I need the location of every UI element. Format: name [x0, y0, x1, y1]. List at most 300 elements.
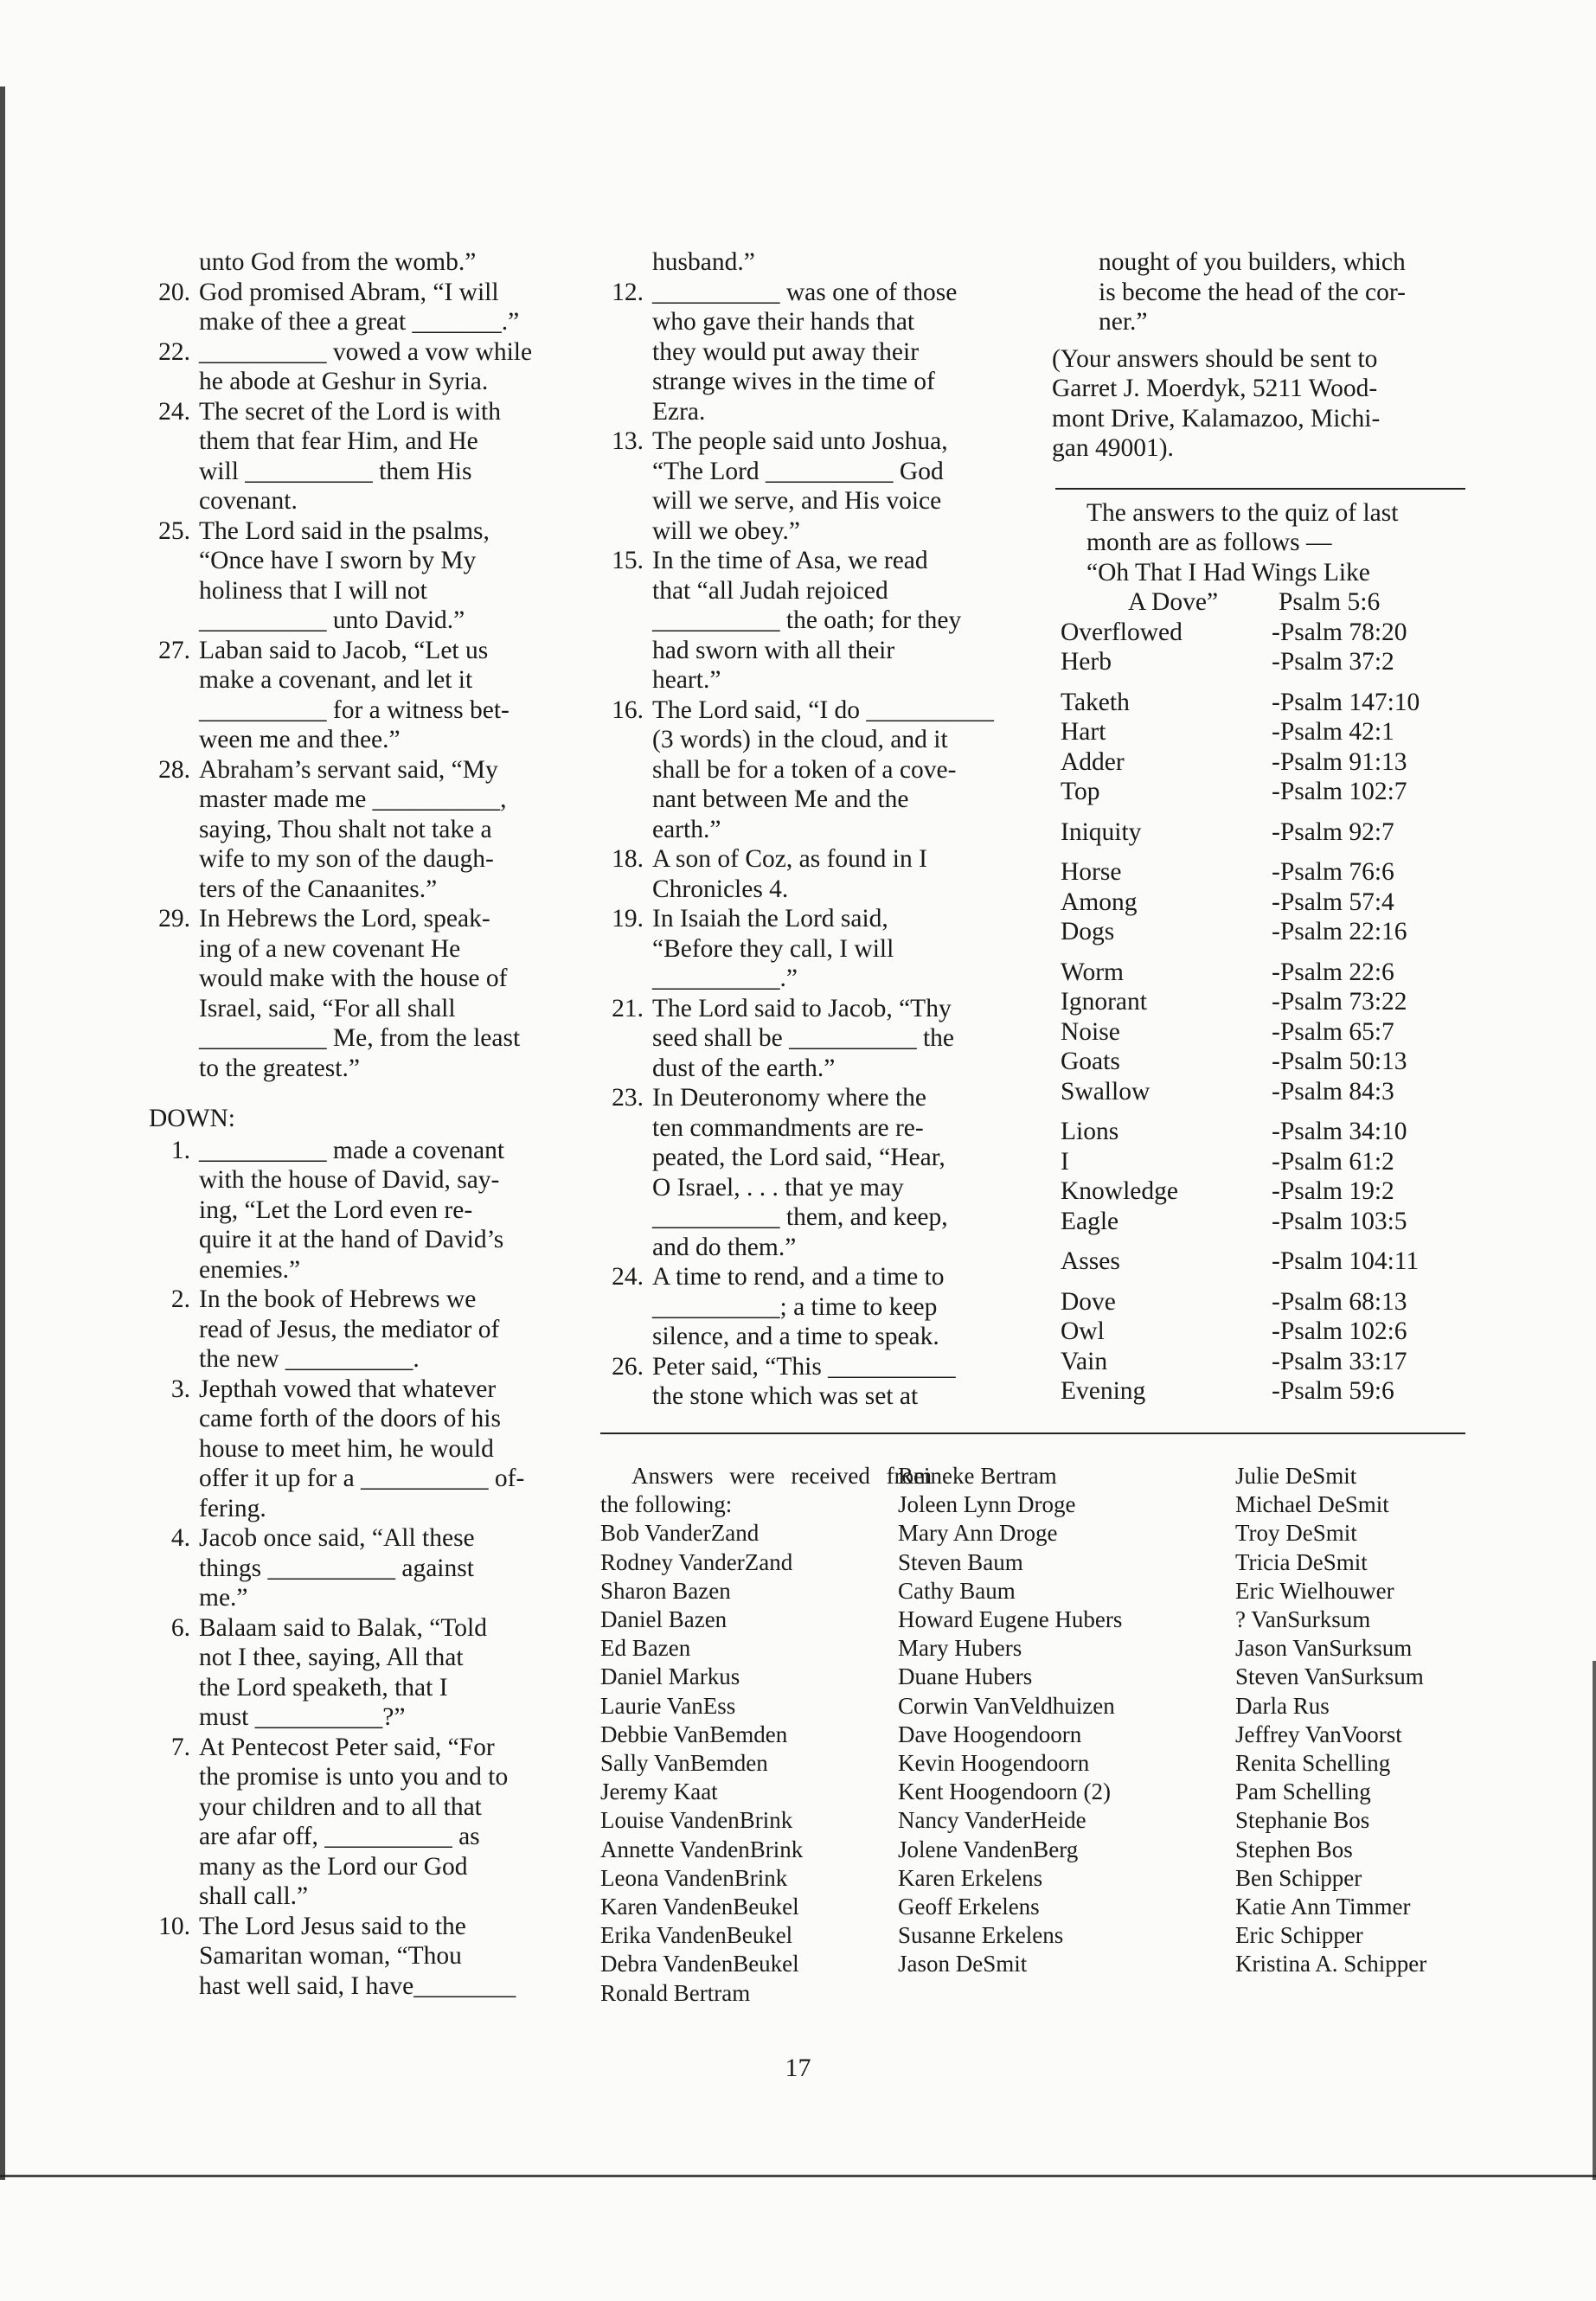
respondent-name: Stephanie Bos	[1235, 1807, 1370, 1834]
clue-number: 1.	[170, 1136, 190, 1164]
answer-row	[1052, 688, 1467, 718]
scan-edge	[0, 2175, 1596, 2177]
respondent-name: Leona VandenBrink	[600, 1864, 788, 1891]
clue-item	[149, 1613, 559, 1733]
respondent-name: Eric Schipper	[1235, 1922, 1363, 1949]
answer-word: Iniquity	[1061, 817, 1142, 846]
names-column-2	[898, 1462, 1209, 1979]
clue-line: __________ made a covenant	[199, 1136, 505, 1164]
answer-row	[1052, 917, 1467, 947]
answer-row	[1052, 1287, 1467, 1317]
clue-line: ing of a new covenant He	[199, 934, 461, 963]
answer-word: Dogs	[1061, 918, 1115, 945]
names-column-1	[600, 1462, 933, 2008]
answer-row	[1052, 817, 1467, 848]
clue-line: saying, Thou shalt not take a	[199, 815, 492, 843]
clue-item	[602, 1083, 1005, 1262]
clue-number: 26.	[612, 1352, 644, 1381]
answer-ref: -Psalm 73:22	[1272, 988, 1407, 1016]
continued-line: unto God from the womb.”	[199, 248, 477, 276]
answer-row	[1052, 1147, 1467, 1177]
clue-line: make a covenant, and let it	[199, 666, 473, 694]
clue-text	[652, 844, 1005, 904]
clue-line: master made me __________,	[199, 785, 507, 813]
clue-line: house to meet him, he would	[199, 1434, 494, 1463]
respondent-name: Renita Schelling	[1235, 1750, 1391, 1777]
clue-line: enemies.”	[199, 1255, 301, 1284]
respondent-name: Rodney VanderZand	[600, 1548, 793, 1575]
respondent-name: Kent Hoogendoorn (2)	[898, 1779, 1111, 1805]
clue-text	[199, 1523, 559, 1613]
clue-line: he abode at Geshur in Syria.	[199, 368, 489, 395]
clue-line: The Lord Jesus said to the	[199, 1912, 466, 1940]
clue-text	[199, 1613, 559, 1733]
clue-item	[149, 1285, 559, 1375]
answer-word: Asses	[1061, 1247, 1120, 1275]
clue-item	[602, 426, 1005, 546]
clue-item	[149, 904, 559, 1083]
answer-list	[1052, 618, 1467, 1407]
respondent-name: Debra VandenBeukel	[600, 1951, 799, 1977]
answer-row	[1052, 1347, 1467, 1377]
clue-number: 23.	[612, 1084, 644, 1112]
clue-line: will we obey.”	[652, 516, 800, 545]
text-line: month are as follows —	[1086, 529, 1332, 556]
clue-line: “Before they call, I will	[652, 934, 894, 963]
clue-line: hast well said, I have________	[199, 1971, 516, 2000]
clue-line: the stone which was set at	[652, 1382, 919, 1410]
respondent-name: Ed Bazen	[600, 1635, 691, 1662]
puzzle-column-3	[1052, 247, 1467, 1407]
clue-number: 28.	[158, 755, 190, 784]
clue-number: 27.	[158, 636, 190, 664]
answer-word: Overflowed	[1061, 618, 1183, 646]
respondent-name: Mary Ann Droge	[898, 1520, 1058, 1547]
respondent-name: Geoff Erkelens	[898, 1894, 1040, 1920]
answer-ref: -Psalm 92:7	[1272, 817, 1394, 846]
clue-line: quire it at the hand of David’s	[199, 1226, 504, 1253]
respondent-name: Pam Schelling	[1235, 1779, 1371, 1805]
continued-clue	[1052, 247, 1467, 337]
answer-ref: -Psalm 76:6	[1272, 858, 1394, 886]
text-line: Garret J. Moerdyk, 5211 Wood-	[1052, 375, 1378, 402]
clue-line: many as the Lord our God	[199, 1852, 468, 1881]
clue-line: (3 words) in the cloud, and it	[652, 726, 948, 753]
answers-received-heading: Answers were received from	[631, 1463, 933, 1489]
clue-number: 18.	[612, 845, 644, 873]
clue-line: Samaritan woman, “Thou	[199, 1942, 462, 1970]
clue-line: ters of the Canaanites.”	[199, 875, 438, 903]
answer-row	[1052, 618, 1467, 648]
respondent-name: Eric Wielhouwer	[1235, 1577, 1394, 1604]
continued-line: husband.”	[652, 248, 755, 276]
clue-line: The Lord said in the psalms,	[199, 516, 490, 545]
scan-edge	[1593, 1661, 1596, 2180]
respondent-name: Reineke Bertram	[898, 1463, 1057, 1489]
clue-line: __________ for a witness bet-	[199, 695, 510, 724]
clue-line: came forth of the doors of his	[199, 1405, 501, 1433]
clue-line: your children and to all that	[199, 1792, 482, 1821]
clue-text	[652, 1083, 1005, 1262]
respondent-name: Ronald Bertram	[600, 1979, 751, 2006]
clue-line: the promise is unto you and to	[199, 1763, 509, 1791]
clue-line: The secret of the Lord is with	[199, 397, 501, 426]
clue-number: 15.	[612, 547, 644, 574]
quiz-title: “Oh That I Had Wings Like	[1086, 558, 1370, 586]
answer-word: Hart	[1061, 718, 1106, 746]
respondent-name: Duane Hubers	[898, 1663, 1033, 1690]
clue-line: Abraham’s servant said, “My	[199, 755, 498, 784]
down-clues	[149, 1136, 559, 2002]
clue-number: 12.	[612, 278, 644, 306]
answers-received-heading-2: the following:	[600, 1491, 733, 1518]
clue-number: 21.	[612, 994, 644, 1022]
clue-line: Chronicles 4.	[652, 875, 789, 903]
clue-line: God promised Abram, “I will	[199, 278, 499, 306]
clue-line: silence, and a time to speak.	[652, 1323, 939, 1350]
answer-row	[1052, 1176, 1467, 1207]
clue-line: read of Jesus, the mediator of	[199, 1315, 500, 1343]
clue-text	[199, 904, 559, 1083]
answer-ref: -Psalm 50:13	[1272, 1048, 1407, 1075]
clue-line: dust of the earth.”	[652, 1054, 836, 1082]
clue-item	[602, 994, 1005, 1084]
clue-text	[199, 1733, 559, 1912]
clue-line: O Israel, . . . that ye may	[652, 1173, 904, 1202]
respondent-name: Daniel Markus	[600, 1663, 740, 1690]
answer-row	[1052, 1117, 1467, 1147]
quiz-title-line	[1052, 587, 1467, 618]
answer-word: Evening	[1061, 1377, 1146, 1405]
respondent-name: Joleen Lynn Droge	[898, 1491, 1076, 1518]
clue-line: strange wives in the time of	[652, 368, 935, 395]
respondent-name: Jeffrey VanVoorst	[1235, 1721, 1402, 1747]
clue-number: 2.	[170, 1285, 190, 1313]
respondent-name: Karen Erkelens	[898, 1864, 1043, 1891]
down-heading: DOWN:	[149, 1105, 235, 1132]
clue-line: to the greatest.”	[199, 1054, 360, 1082]
clue-line: __________ them, and keep,	[652, 1203, 948, 1231]
clue-line: shall be for a token of a cove-	[652, 755, 957, 784]
answer-ref: -Psalm 91:13	[1272, 747, 1407, 776]
respondent-name: Sharon Bazen	[600, 1577, 731, 1604]
respondent-name: Stephen Bos	[1235, 1836, 1353, 1862]
clue-line: In Hebrews the Lord, speak-	[199, 905, 490, 933]
respondent-name: Debbie VanBemden	[600, 1721, 788, 1747]
answer-row	[1052, 888, 1467, 918]
clue-item	[149, 278, 559, 337]
clue-number: 10.	[158, 1912, 190, 1940]
clue-number: 20.	[158, 278, 190, 306]
quiz-title-word: A Dove”	[1128, 588, 1219, 616]
clue-line: would make with the house of	[199, 965, 508, 992]
clue-line: the Lord speaketh, that I	[199, 1673, 448, 1702]
answer-ref: -Psalm 78:20	[1272, 618, 1407, 646]
text-line: mont Drive, Kalamazoo, Michi-	[1052, 404, 1381, 433]
clue-text	[652, 994, 1005, 1084]
respondent-name: Laurie VanEss	[600, 1692, 736, 1719]
answer-ref: -Psalm 57:4	[1272, 888, 1394, 916]
clue-item	[149, 397, 559, 516]
clue-line: not I thee, saying, All that	[199, 1644, 464, 1671]
text-line: is become the head of the cor-	[1099, 278, 1406, 306]
clue-item	[149, 337, 559, 397]
clue-line: peated, the Lord said, “Hear,	[652, 1144, 945, 1171]
answer-row	[1052, 717, 1467, 747]
answer-ref: -Psalm 33:17	[1272, 1347, 1407, 1375]
clue-line: A son of Coz, as found in I	[652, 845, 927, 873]
clue-text	[652, 546, 1005, 695]
divider	[1055, 488, 1465, 490]
text-line: The answers to the quiz of last	[1086, 498, 1399, 527]
respondent-name: Troy DeSmit	[1235, 1520, 1357, 1547]
clue-text	[652, 1352, 1005, 1412]
answer-row	[1052, 958, 1467, 988]
respondent-name: Jeremy Kaat	[600, 1779, 718, 1805]
respondent-name: Sally VanBemden	[600, 1750, 768, 1777]
clue-line: __________.”	[652, 965, 798, 992]
clue-line: will we serve, and His voice	[652, 487, 942, 515]
clue-text	[199, 397, 559, 516]
respondent-name: Bob VanderZand	[600, 1520, 760, 1547]
respondent-name: Cathy Baum	[898, 1577, 1016, 1604]
clue-line: fering.	[199, 1494, 266, 1522]
clue-item	[149, 1375, 559, 1524]
answer-word: Goats	[1061, 1048, 1120, 1075]
clue-line: ween me and thee.”	[199, 726, 401, 753]
respondent-name: Jason DeSmit	[898, 1951, 1028, 1977]
clue-line: In the book of Hebrews we	[199, 1285, 477, 1313]
clue-line: make of thee a great _______.”	[199, 308, 520, 336]
clue-number: 4.	[170, 1524, 190, 1552]
clue-item	[602, 844, 1005, 904]
clue-line: Ezra.	[652, 397, 706, 426]
clue-line: and do them.”	[652, 1233, 797, 1261]
clue-line: Jepthah vowed that whatever	[199, 1375, 497, 1403]
answer-row	[1052, 1017, 1467, 1048]
clue-item	[149, 1912, 559, 2002]
respondent-name: Mary Hubers	[898, 1635, 1022, 1662]
clue-item	[602, 278, 1005, 427]
clue-text	[652, 278, 1005, 427]
answer-ref: -Psalm 103:5	[1272, 1207, 1407, 1235]
clue-line: they would put away their	[652, 337, 920, 366]
text-line: (Your answers should be sent to	[1052, 344, 1378, 373]
clue-number: 7.	[170, 1733, 190, 1761]
mailing-address	[1052, 344, 1467, 464]
clue-text	[199, 516, 559, 636]
answer-word: Horse	[1061, 858, 1122, 886]
answer-row	[1052, 1207, 1467, 1237]
respondent-name: Howard Eugene Hubers	[898, 1606, 1123, 1633]
clue-number: 3.	[170, 1375, 190, 1403]
clue-line: In Isaiah the Lord said,	[652, 905, 888, 933]
clue-number: 24.	[612, 1263, 644, 1291]
answer-word: Adder	[1061, 747, 1125, 776]
clue-line: __________ the oath; for they	[652, 606, 962, 634]
answer-ref: -Psalm 42:1	[1272, 718, 1394, 746]
respondent-name: Julie DeSmit	[1235, 1463, 1357, 1489]
clue-text	[652, 904, 1005, 994]
divider	[600, 1433, 1465, 1434]
answer-row	[1052, 647, 1467, 677]
respondent-name: Jolene VandenBerg	[898, 1836, 1079, 1862]
clue-line: with the house of David, say-	[199, 1166, 500, 1194]
clue-line: who gave their hands that	[652, 308, 915, 336]
text-line: gan 49001).	[1052, 434, 1174, 462]
text-line: nought of you builders, which	[1099, 248, 1406, 276]
clue-line: Balaam said to Balak, “Told	[199, 1613, 487, 1642]
clue-number: 22.	[158, 337, 190, 366]
respondent-name: Katie Ann Timmer	[1235, 1894, 1411, 1920]
answer-ref: -Psalm 34:10	[1272, 1118, 1407, 1145]
respondent-name: Corwin VanVeldhuizen	[898, 1692, 1115, 1719]
clue-line: must __________?”	[199, 1703, 406, 1731]
clue-line: offer it up for a __________ of-	[199, 1465, 525, 1492]
answer-ref: -Psalm 84:3	[1272, 1077, 1394, 1106]
clue-number: 16.	[612, 695, 644, 724]
clue-line: seed shall be __________ the	[652, 1024, 955, 1052]
clue-line: ing, “Let the Lord even re-	[199, 1195, 473, 1224]
clue-item	[602, 1352, 1005, 1412]
clue-item	[602, 546, 1005, 695]
answer-ref: -Psalm 59:6	[1272, 1377, 1394, 1405]
answer-word: Eagle	[1061, 1207, 1119, 1235]
answer-word: Among	[1061, 888, 1138, 916]
answer-word: Owl	[1061, 1317, 1105, 1345]
clue-line: __________ was one of those	[652, 278, 958, 306]
answer-row	[1052, 1047, 1467, 1077]
answer-word: I	[1061, 1147, 1069, 1176]
answer-row	[1052, 1247, 1467, 1277]
clue-line: The people said unto Joshua,	[652, 427, 948, 455]
answer-word: Lions	[1061, 1118, 1119, 1145]
answer-word: Swallow	[1061, 1077, 1151, 1106]
clue-text	[199, 755, 559, 905]
answer-ref: -Psalm 102:6	[1272, 1317, 1407, 1345]
clue-line: __________; a time to keep	[652, 1292, 938, 1321]
clue-line: “Once have I sworn by My	[199, 547, 477, 574]
answer-word: Worm	[1061, 958, 1125, 986]
clue-number: 19.	[612, 905, 644, 933]
clue-text	[199, 278, 559, 337]
answer-row	[1052, 1376, 1467, 1407]
respondent-name: Steven Baum	[898, 1548, 1023, 1575]
clue-line: ten commandments are re-	[652, 1113, 924, 1142]
clue-item	[149, 516, 559, 636]
answer-word: Top	[1061, 778, 1100, 805]
answer-word: Herb	[1061, 648, 1112, 676]
answer-ref: -Psalm 37:2	[1272, 648, 1394, 676]
answer-row	[1052, 747, 1467, 778]
answer-word: Vain	[1061, 1347, 1108, 1375]
clue-line: shall call.”	[199, 1882, 309, 1910]
clue-number: 29.	[158, 905, 190, 933]
answer-word: Ignorant	[1061, 988, 1147, 1016]
clue-text	[199, 1375, 559, 1524]
answer-row	[1052, 857, 1467, 888]
respondent-name: Kristina A. Schipper	[1235, 1951, 1427, 1977]
clue-line: me.”	[199, 1584, 248, 1612]
page-number: 17	[785, 2054, 811, 2082]
clue-line: holiness that I will not	[199, 576, 427, 605]
clue-line: Laban said to Jacob, “Let us	[199, 636, 489, 664]
clue-text	[199, 1912, 559, 2002]
clue-text	[652, 426, 1005, 546]
clue-text	[199, 337, 559, 397]
answer-row	[1052, 987, 1467, 1017]
respondent-name: Dave Hoogendoorn	[898, 1721, 1082, 1747]
clue-line: The Lord said, “I do __________	[652, 695, 994, 724]
respondent-name: Erika VandenBeukel	[600, 1922, 793, 1949]
respondent-name: Kevin Hoogendoorn	[898, 1750, 1090, 1777]
clue-text	[199, 1136, 559, 1285]
clue-line: A time to rend, and a time to	[652, 1263, 945, 1291]
names-column-3	[1235, 1462, 1486, 1979]
clue-line: In the time of Asa, we read	[652, 547, 928, 574]
clue-line: “The Lord __________ God	[652, 457, 944, 485]
clue-line: earth.”	[652, 815, 721, 843]
scan-edge	[0, 87, 5, 2180]
quiz-title-ref: Psalm 5:6	[1279, 588, 1381, 616]
clue-line: __________ Me, from the least	[199, 1024, 521, 1052]
clue-item	[602, 904, 1005, 994]
answer-row	[1052, 777, 1467, 807]
respondent-name: Darla Rus	[1235, 1692, 1330, 1719]
clue-line: them that fear Him, and He	[199, 427, 478, 455]
clue-item	[602, 1262, 1005, 1352]
clues-continued	[602, 278, 1005, 1412]
answer-ref: -Psalm 102:7	[1272, 778, 1407, 805]
respondent-name: Louise VandenBrink	[600, 1807, 793, 1834]
clue-line: had sworn with all their	[652, 636, 895, 664]
respondent-name: Nancy VanderHeide	[898, 1807, 1086, 1834]
answer-ref: -Psalm 61:2	[1272, 1147, 1394, 1176]
answer-word: Noise	[1061, 1017, 1120, 1046]
respondent-name: ? VanSurksum	[1235, 1606, 1371, 1633]
respondent-name: Annette VandenBrink	[600, 1836, 804, 1862]
answer-row	[1052, 1317, 1467, 1347]
clue-line: Jacob once said, “All these	[199, 1524, 475, 1552]
clue-line: are afar off, __________ as	[199, 1823, 480, 1850]
across-clues	[149, 278, 559, 1084]
respondent-name: Steven VanSurksum	[1235, 1663, 1424, 1690]
answer-ref: -Psalm 65:7	[1272, 1017, 1394, 1046]
answer-ref: -Psalm 19:2	[1272, 1177, 1394, 1205]
clue-line: Peter said, “This __________	[652, 1352, 956, 1381]
clue-number: 24.	[158, 397, 190, 426]
clue-text	[199, 1285, 559, 1375]
answer-word: Knowledge	[1061, 1177, 1178, 1205]
clue-item	[602, 695, 1005, 845]
clue-item	[149, 1733, 559, 1912]
clue-item	[149, 755, 559, 905]
clue-text	[652, 1262, 1005, 1352]
clue-item	[149, 636, 559, 755]
clue-item	[149, 1523, 559, 1613]
text-line: ner.”	[1099, 308, 1148, 336]
clue-text	[199, 636, 559, 755]
clue-line: the new __________.	[199, 1345, 420, 1373]
respondent-name: Daniel Bazen	[600, 1606, 727, 1633]
respondent-name: Tricia DeSmit	[1235, 1548, 1368, 1575]
clue-item	[149, 1136, 559, 1285]
quiz-answers-intro	[1052, 498, 1467, 558]
clue-line: At Pentecost Peter said, “For	[199, 1733, 495, 1761]
clue-line: wife to my son of the daugh-	[199, 845, 494, 873]
respondent-name: Susanne Erkelens	[898, 1922, 1064, 1949]
answer-word: Taketh	[1061, 688, 1130, 716]
